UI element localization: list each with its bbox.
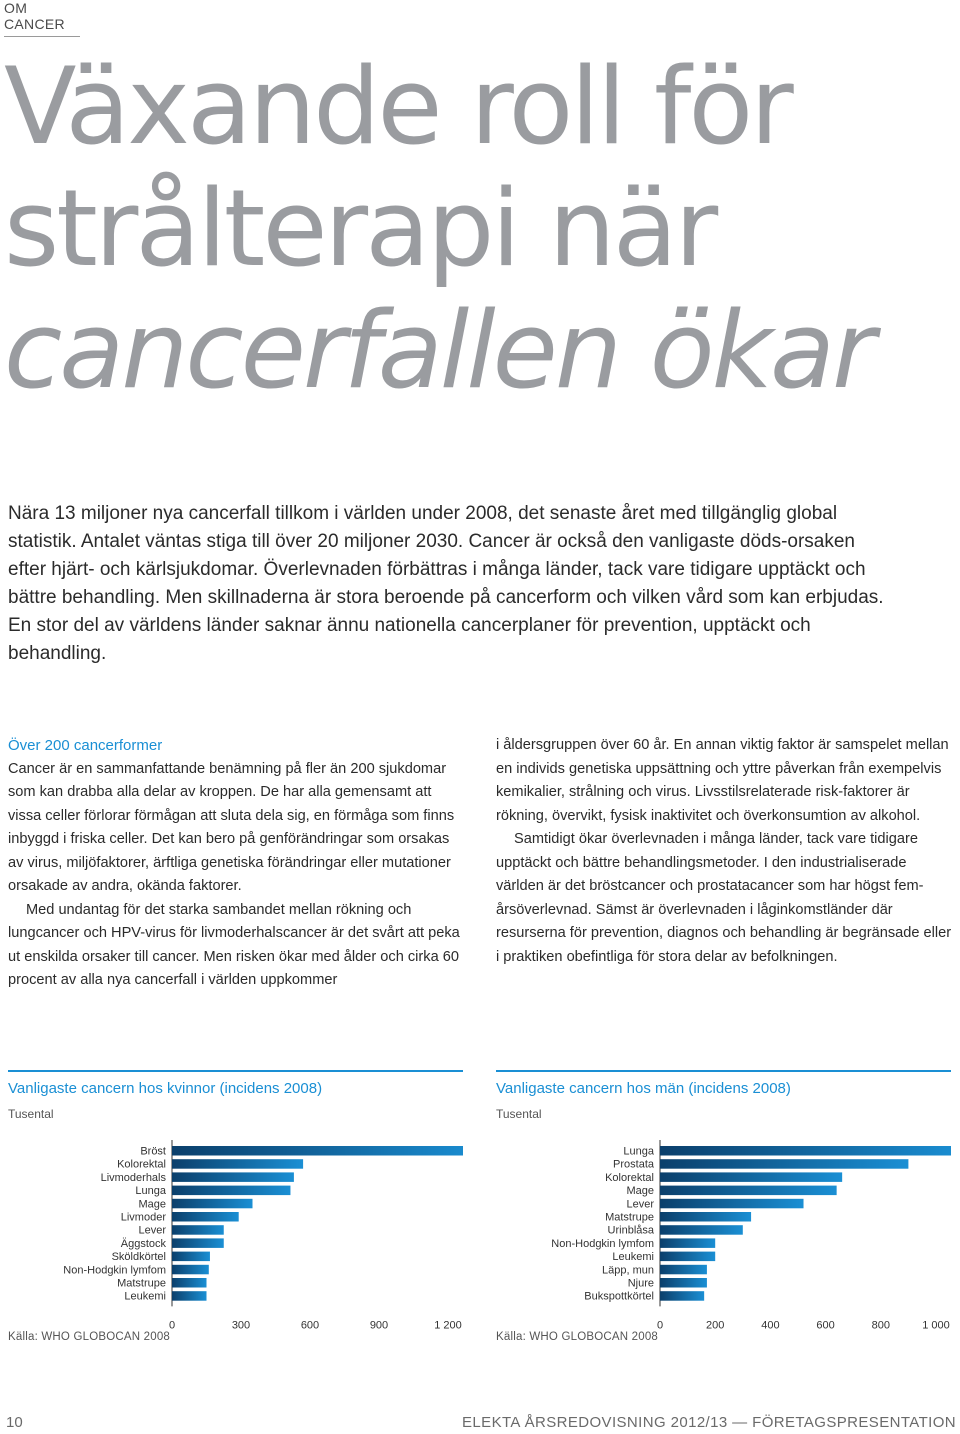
chart-bar bbox=[660, 1265, 707, 1275]
chart-category-label: Livmoder bbox=[120, 1211, 166, 1224]
chart-tick-label: 0 bbox=[168, 1319, 176, 1330]
section-label: OM CANCER bbox=[4, 0, 80, 37]
chart-category-label: Non-Hodgkin lymfom bbox=[551, 1237, 654, 1250]
chart-bar bbox=[172, 1265, 209, 1275]
chart-title-men: Vanligaste cancern hos män (incidens 2008) bbox=[496, 1080, 791, 1097]
chart-tick-label: 800 bbox=[871, 1319, 890, 1330]
chart-bar bbox=[172, 1238, 224, 1248]
chart-bar bbox=[172, 1159, 303, 1169]
chart-bar bbox=[660, 1252, 715, 1262]
chart-bar bbox=[660, 1146, 951, 1156]
chart-tick-label: 0 bbox=[656, 1319, 664, 1330]
title-line-1: Växande roll för bbox=[4, 45, 791, 168]
chart-category-label: Kolorektal bbox=[117, 1158, 166, 1171]
chart-category-label: Urinblåsa bbox=[607, 1224, 654, 1237]
chart-category-label: Kolorektal bbox=[605, 1171, 654, 1184]
chart-category-label: Prostata bbox=[613, 1158, 654, 1171]
chart-bar bbox=[172, 1291, 207, 1301]
chart-tick-label: 600 bbox=[300, 1319, 320, 1330]
chart-category-label: Bröst bbox=[140, 1145, 166, 1158]
title-line-3: cancerfallen ökar bbox=[4, 289, 873, 412]
chart-bar bbox=[172, 1146, 463, 1156]
chart-source-women: Källa: WHO GLOBOCAN 2008 bbox=[8, 1331, 171, 1343]
chart-bar bbox=[660, 1225, 743, 1235]
body-paragraph: i åldersgruppen över 60 år. En annan viktig faktor är samspelet mellan en individs genetiska uppsättning och yttre påverkan från exempelvis kemikalier, strålning och virus. Livsstilsrelaterade risk-faktorer är rökning, övervikt, fysisk inaktivitet och överkonsumtion av alkohol. bbox=[496, 737, 949, 824]
chart-bar bbox=[660, 1159, 908, 1169]
chart-tick-label: 900 bbox=[369, 1319, 389, 1330]
chart-bar bbox=[172, 1278, 207, 1288]
chart-title-women: Vanligaste cancern hos kvinnor (incidens 2008) bbox=[8, 1080, 323, 1097]
chart-bar bbox=[172, 1212, 239, 1222]
chart-category-label: Äggstock bbox=[120, 1237, 166, 1250]
chart-bar bbox=[660, 1278, 707, 1288]
chart-bar bbox=[660, 1172, 842, 1182]
chart-bar bbox=[172, 1252, 210, 1262]
chart-unit-men: Tusental bbox=[496, 1107, 542, 1121]
body-subhead: Över 200 cancerformer bbox=[8, 737, 163, 754]
chart-category-label: Lunga bbox=[623, 1145, 654, 1158]
chart-divider bbox=[496, 1070, 951, 1072]
chart-category-label: Matstrupe bbox=[605, 1211, 654, 1224]
publication-name: ELEKTA ÅRSREDOVISNING 2012/13 — FÖRETAGSPRESENTATION bbox=[462, 1414, 956, 1431]
chart-bar bbox=[172, 1186, 290, 1196]
chart-unit-women: Tusental bbox=[8, 1107, 54, 1121]
body-paragraph: Med undantag för det starka sambandet mellan rökning och lungcancer och HPV-virus för livmoderhalscancer är det svårt att peka ut enskilda orsaker till cancer. Men risken ökar med ålder och cirka 60 procent av alla nya cancerfall i världen uppkommer bbox=[8, 901, 460, 988]
chart-tick-label: 400 bbox=[761, 1319, 780, 1330]
chart-category-label: Njure bbox=[627, 1277, 654, 1290]
chart-tick-label: 1 200 bbox=[434, 1319, 462, 1330]
chart-men bbox=[496, 1140, 951, 1330]
chart-bar bbox=[660, 1212, 751, 1222]
chart-category-label: Matstrupe bbox=[117, 1277, 166, 1290]
chart-source-men: Källa: WHO GLOBOCAN 2008 bbox=[496, 1331, 659, 1343]
chart-category-label: Leukemi bbox=[612, 1251, 654, 1264]
body-column-left bbox=[8, 734, 464, 993]
chart-category-label: Mage bbox=[626, 1185, 654, 1198]
page-title bbox=[4, 46, 873, 412]
chart-category-label: Non-Hodgkin lymfom bbox=[63, 1264, 166, 1277]
chart-category-label: Lunga bbox=[135, 1185, 166, 1198]
chart-category-label: Leukemi bbox=[124, 1290, 166, 1303]
chart-bar bbox=[660, 1291, 704, 1301]
chart-bar bbox=[172, 1172, 294, 1182]
chart-bar bbox=[172, 1199, 253, 1209]
body-column-right bbox=[496, 734, 952, 969]
chart-category-label: Livmoderhals bbox=[100, 1171, 166, 1184]
body-paragraph: Samtidigt ökar överlevnaden i många länder, tack vare tidigare upptäckt och bättre behandlingsmetoder. I den industrialiserade världen är det bröstcancer och prostatacancer som har högst fem-årsöverlevnad. Sämst är överlevnaden i låginkomstländer där resurserna för prevention, diagnos och behandling är begränsade eller i praktiken obefintliga för stora delar av befolkningen. bbox=[496, 831, 952, 965]
chart-category-label: Läpp, mun bbox=[602, 1264, 654, 1277]
body-paragraph: Cancer är en sammanfattande benämning på fler än 200 sjukdomar som kan drabba alla delar av kroppen. De har alla gemensamt att vissa celler förlorar förmågan att sluta dela sig, en förmåga som finns inbyggd i friska celler. Det kan bero på genförändringar som orsakas av virus, miljöfaktorer, ärftliga genetiska förändringar eller mutationer orsakade av andra, okända faktorer. bbox=[8, 760, 455, 894]
chart-tick-label: 200 bbox=[706, 1319, 725, 1330]
chart-tick-label: 1 000 bbox=[922, 1319, 950, 1330]
chart-category-label: Mage bbox=[138, 1198, 166, 1211]
chart-tick-label: 300 bbox=[231, 1319, 251, 1330]
title-line-2: strålterapi när bbox=[4, 167, 716, 290]
chart-divider bbox=[8, 1070, 463, 1072]
chart-category-label: Bukspottkörtel bbox=[584, 1290, 654, 1303]
chart-category-label: Lever bbox=[626, 1198, 654, 1211]
chart-bar bbox=[660, 1238, 715, 1248]
chart-category-label: Lever bbox=[138, 1224, 166, 1237]
chart-bar bbox=[172, 1225, 224, 1235]
chart-tick-label: 600 bbox=[816, 1319, 835, 1330]
page-number: 10 bbox=[6, 1414, 23, 1431]
intro-paragraph: Nära 13 miljoner nya cancerfall tillkom i världen under 2008, det senaste året med tillgänglig global statistik. Antalet väntas stiga till över 20 miljoner 2030. Cancer är också den vanligaste döds-orsaken efter hjärt- och kärlsjukdomar. Överlevnaden förbättras i många länder, tack vare tidigare upptäckt och bättre behandling. Men skillnaderna är stora beroende på cancerform och vilken vård som kan erbjudas. En stor del av världens länder saknar ännu nationella cancerplaner för prevention, upptäckt och behandling. bbox=[8, 503, 884, 664]
chart-category-label: Sköldkörtel bbox=[111, 1251, 166, 1264]
chart-bar bbox=[660, 1199, 804, 1209]
chart-bar bbox=[660, 1186, 837, 1196]
chart-women bbox=[8, 1140, 463, 1330]
